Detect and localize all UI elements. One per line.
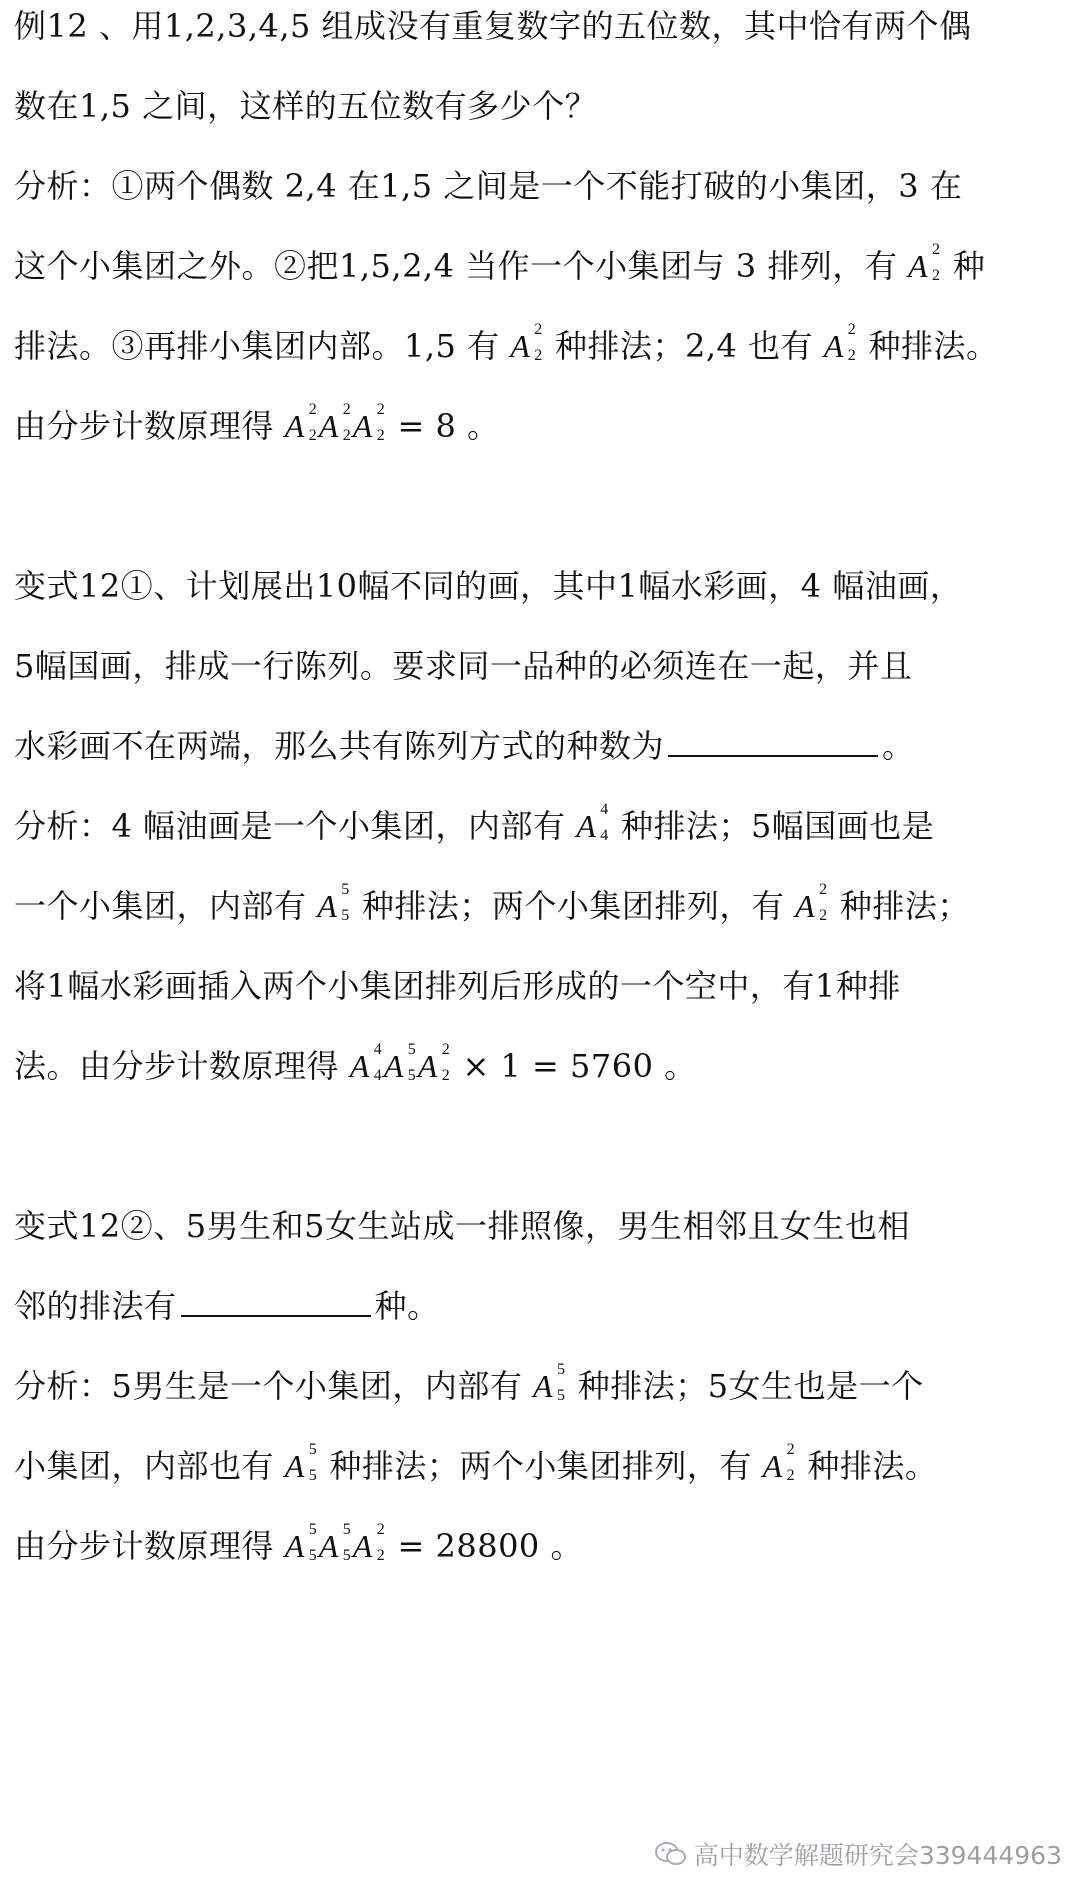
math-a55: A 5 5 xyxy=(317,881,350,924)
math-a55: A 5 5 xyxy=(383,1041,417,1084)
analysis-variant-2-line-3: 由分步计数原理得 A 5 5 A 5 5 A 2 2 = 28800 。 xyxy=(14,1521,583,1565)
math-a55: A 5 5 xyxy=(533,1361,566,1404)
analysis-variant-2-line-2: 小集团，内部也有 A 5 5 种排法；两个小集团排列，有 A 2 2 种排法。 xyxy=(14,1441,938,1485)
math-a22: A 2 2 xyxy=(823,321,857,364)
answer-blank xyxy=(668,727,878,757)
variant-12-2-line-2: 邻的排法有 种。 xyxy=(14,1287,440,1325)
math-a22: A 2 2 xyxy=(417,1041,451,1084)
example-12-line-2: 数在1,5 之间，这样的五位数有多少个？ xyxy=(14,87,598,125)
watermark-text: 高中数学解题研究会339444963 xyxy=(693,1841,1062,1870)
analysis-variant-2-line-1: 分析：5男生是一个小集团，内部有 A 5 5 种排法；5女生也是一个 xyxy=(14,1361,924,1405)
analysis-12-line-2: 这个小集团之外。②把1,5,2,4 当作一个小集团与 3 排列，有 A 2 2 种 xyxy=(14,241,986,285)
variant-12-1-line-3: 水彩画不在两端，那么共有陈列方式的种数为 。 xyxy=(14,727,915,765)
analysis-variant-1-line-2: 一个小集团，内部有 A 5 5 种排法；两个小集团排列，有 A 2 2 种排法； xyxy=(14,881,970,925)
math-a22: A 2 2 xyxy=(510,321,543,364)
math-a22: A 2 2 xyxy=(352,1521,386,1564)
analysis-12-line-4: 由分步计数原理得 A 2 2 A 2 2 A 2 2 = 8 。 xyxy=(14,401,500,445)
answer-blank xyxy=(181,1287,371,1317)
math-a22: A 2 2 xyxy=(318,401,352,444)
math-a44: A 4 4 xyxy=(349,1041,383,1084)
analysis-variant-1-line-1: 分析：4 幅油画是一个小集团，内部有 A 4 4 种排法；5幅国画也是 xyxy=(14,801,935,845)
variant-12-2-line-1: 变式12②、5男生和5女生站成一排照像，男生相邻且女生也相 xyxy=(14,1207,910,1245)
math-a55: A 5 5 xyxy=(284,1441,318,1484)
math-a22: A 2 2 xyxy=(795,881,828,924)
variant-12-1-line-2: 5幅国画，排成一行陈列。要求同一品种的必须连在一起，并且 xyxy=(14,647,913,685)
math-a55: A 5 5 xyxy=(284,1521,318,1564)
math-a22: A 2 2 xyxy=(284,401,318,444)
analysis-12-line-1: 分析：①两个偶数 2,4 在1,5 之间是一个不能打破的小集团，3 在 xyxy=(14,167,963,205)
math-a55: A 5 5 xyxy=(318,1521,352,1564)
analysis-variant-1-line-3: 将1幅水彩画插入两个小集团排列后形成的一个空中，有1种排 xyxy=(14,967,901,1005)
math-a22: A 2 2 xyxy=(908,241,941,284)
analysis-variant-1-line-4: 法。由分步计数原理得 A 4 4 A 5 5 A 2 2 × 1 = 5760 。 xyxy=(14,1041,697,1085)
wechat-icon xyxy=(654,1841,688,1867)
math-a22: A 2 2 xyxy=(762,1441,796,1484)
analysis-12-line-3: 排法。③再排小集团内部。1,5 有 A 2 2 种排法；2,4 也有 A 2 2 种排法。 xyxy=(14,321,999,365)
math-a22: A 2 2 xyxy=(352,401,386,444)
math-a44: A 4 4 xyxy=(576,801,609,844)
variant-12-1-line-1: 变式12①、计划展出10幅不同的画，其中1幅水彩画，4 幅油画， xyxy=(14,567,963,605)
example-12-line-1: 例12 、用1,2,3,4,5 组成没有重复数字的五位数，其中恰有两个偶 xyxy=(14,7,972,45)
watermark xyxy=(654,1836,1062,1872)
